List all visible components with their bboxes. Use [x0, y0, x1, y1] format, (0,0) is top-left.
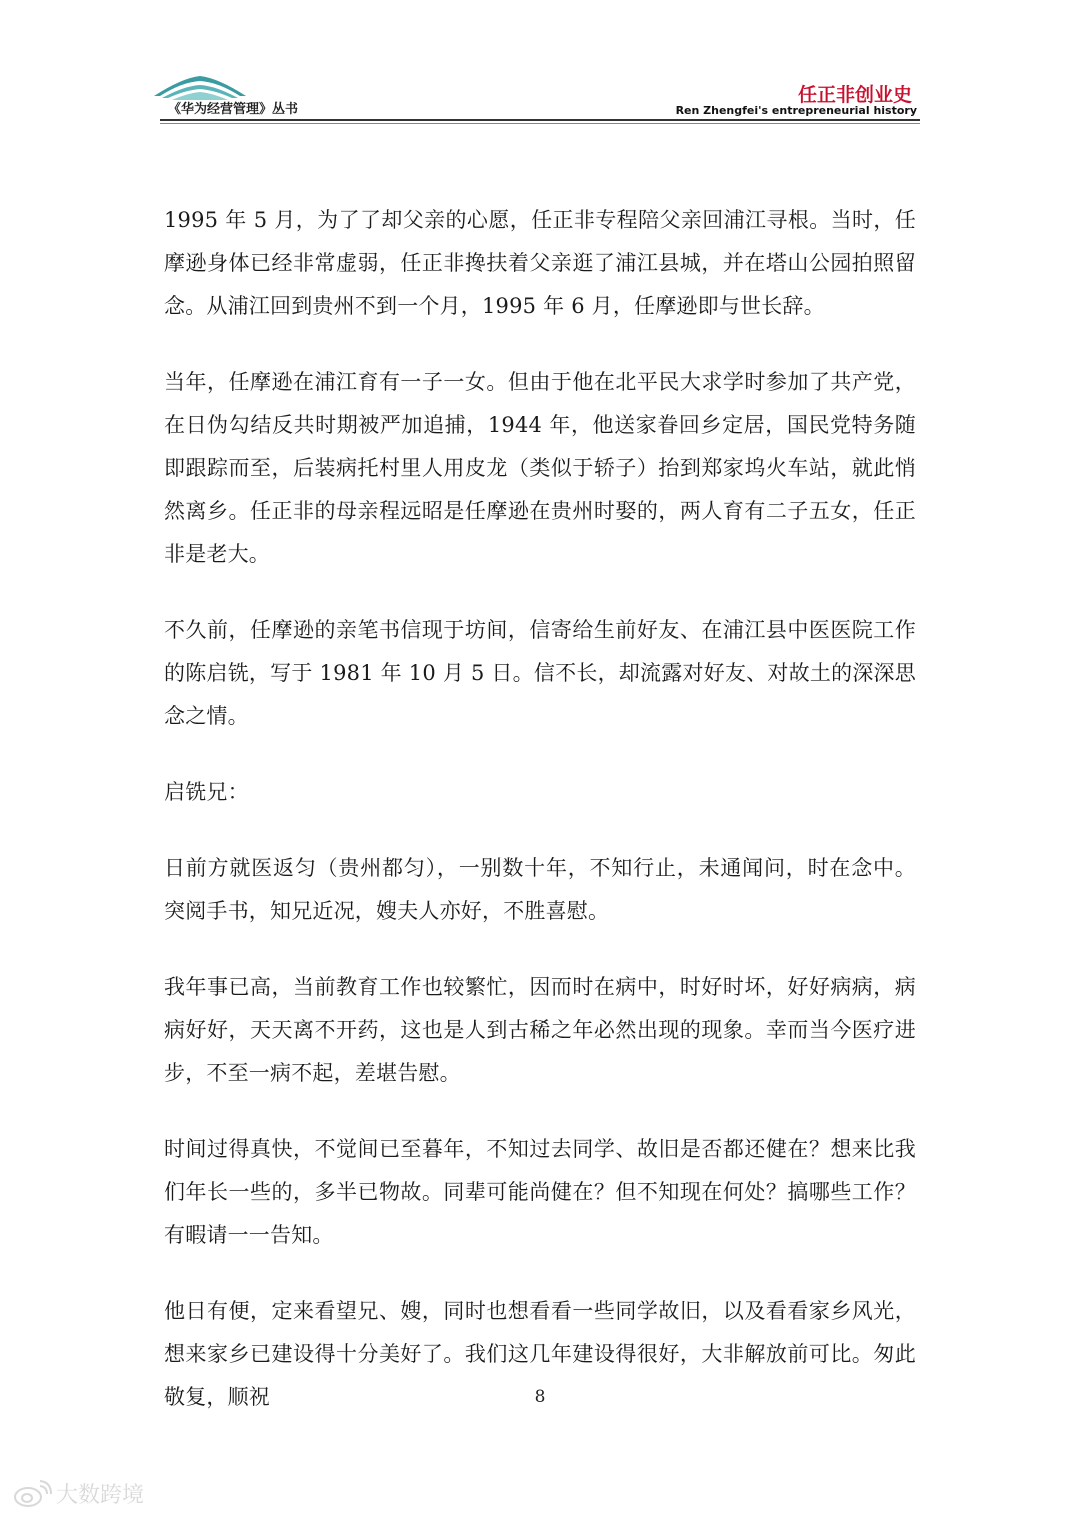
paragraph: 当年，任摩逊在浦江育有一子一女。但由于他在北平民大求学时参加了共产党，在日伪勾结反共时期被严加追捕，1944 年，他送家眷回乡定居，国民党特务随即跟踪而至，后装病托村里人用皮龙（类似于轿子）抬到郑家坞火车站，就此悄然离乡。任正非的母亲程远昭是任摩逊在贵州时娶的，两人育有二子五女，任正非是老大。 — [164, 370, 916, 566]
paragraph: 日前方就医返匀（贵州都匀），一别数十年，不知行止，未通闻问，时在念中。突阅手书，知兄近况，嫂夫人亦好，不胜喜慰。 — [164, 856, 916, 923]
book-title: 任正非创业史 — [797, 84, 912, 106]
paragraph: 我年事已高，当前教育工作也较繁忙，因而时在病中，时好时坏，好好病病，病病好好，天天离不开药，这也是人到古稀之年必然出现的现象。幸而当今医疗进步，不至一病不起，差堪告慰。 — [164, 975, 916, 1085]
header-divider — [160, 119, 920, 121]
page-header — [0, 0, 1080, 130]
paragraph: 不久前，任摩逊的亲笔书信现于坊间，信寄给生前好友、在浦江县中医医院工作的陈启铣，写于 1981 年 10 月 5 日。信不长，却流露对好友、对故土的深深思念之情。 — [164, 618, 916, 728]
book-subtitle: Ren Zhengfei's entrepreneurial history — [675, 104, 917, 117]
letter-salutation: 启铣兄： — [164, 780, 249, 804]
paragraph: 他日有便，定来看望兄、嫂，同时也想看看一些同学故旧，以及看看家乡风光，想来家乡已建设得十分美好了。我们这几年建设得很好，大非解放前可比。匆此敬复，顺祝 — [164, 1299, 916, 1409]
series-title: 《华为经营管理》丛书 — [168, 102, 299, 117]
paragraph: 时间过得真快，不觉间已至暮年，不知过去同学、故旧是否都还健在？想来比我们年长一些的，多半已物故。同辈可能尚健在？但不知现在何处？搞哪些工作？有暇请一一告知。 — [164, 1137, 916, 1247]
watermark — [12, 1478, 144, 1509]
paragraph: 1995 年 5 月，为了了却父亲的心愿，任正非专程陪父亲回浦江寻根。当时，任摩逊身体已经非常虚弱，任正非搀扶着父亲逛了浦江县城，并在塔山公园拍照留念。从浦江回到贵州不到一个月，1995 年 6 月，任摩逊即与世长辞。 — [164, 208, 916, 318]
weibo-logo-icon — [12, 1480, 52, 1508]
watermark-text: 大数跨境 — [56, 1483, 145, 1508]
header-divider-thin — [160, 123, 920, 124]
main-text — [164, 199, 916, 1452]
page-number: 8 — [534, 1387, 546, 1407]
